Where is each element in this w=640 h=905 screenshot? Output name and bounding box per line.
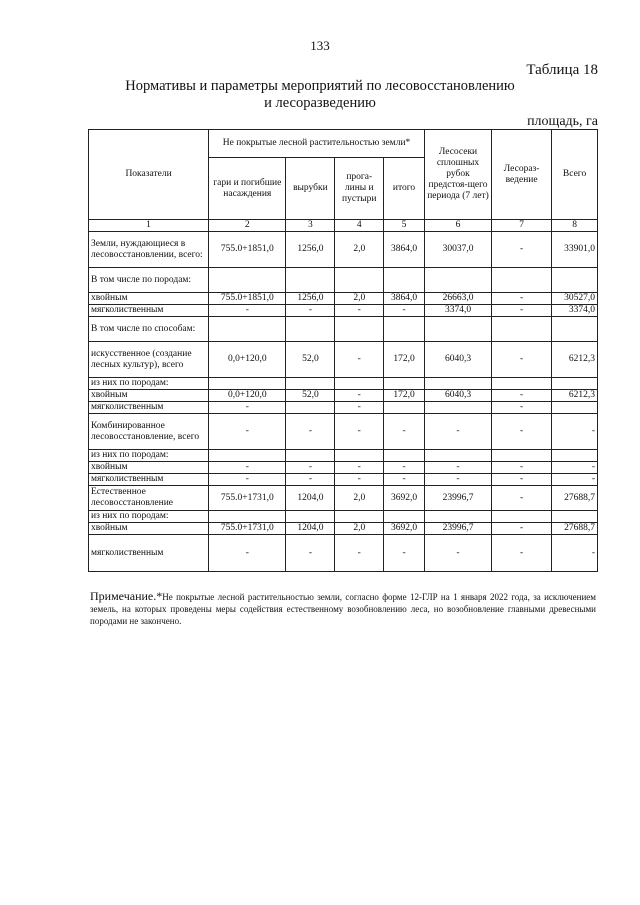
table-row — [89, 402, 598, 414]
column-number: 6 — [424, 220, 491, 232]
cell-cutting-areas — [424, 378, 491, 390]
table-row — [89, 462, 598, 474]
cell-total — [552, 511, 598, 523]
row-label: Комбинированное лесовосстановление, всего — [89, 414, 209, 450]
cell-total — [552, 317, 598, 342]
cell-glades: - — [335, 305, 384, 317]
cell-subtotal: - — [384, 535, 425, 572]
cell-afforestation: - — [492, 305, 552, 317]
row-label: из них по породам: — [89, 450, 209, 462]
cell-subtotal — [384, 317, 425, 342]
column-number: 5 — [384, 220, 425, 232]
cell-clearings: 1256,0 — [286, 293, 335, 305]
cell-clearings: 1256,0 — [286, 232, 335, 268]
cell-afforestation: - — [492, 232, 552, 268]
cell-subtotal — [384, 268, 425, 293]
header-not-covered-lands: Не покрытые лесной растительностью земли* — [209, 130, 425, 158]
cell-subtotal: - — [384, 305, 425, 317]
cell-glades: - — [335, 390, 384, 402]
column-number: 4 — [335, 220, 384, 232]
cell-burnt: 0,0+120,0 — [209, 342, 286, 378]
table-row — [89, 511, 598, 523]
cell-afforestation: - — [492, 402, 552, 414]
cell-cutting-areas: - — [424, 535, 491, 572]
cell-glades: 2,0 — [335, 232, 384, 268]
cell-glades: 2,0 — [335, 486, 384, 511]
cell-total: 6212,3 — [552, 390, 598, 402]
column-number: 3 — [286, 220, 335, 232]
cell-cutting-areas: 30037,0 — [424, 232, 491, 268]
cell-afforestation: - — [492, 486, 552, 511]
cell-total: - — [552, 474, 598, 486]
cell-cutting-areas — [424, 450, 491, 462]
cell-glades: 2,0 — [335, 293, 384, 305]
footnote — [90, 590, 596, 627]
cell-burnt: - — [209, 402, 286, 414]
cell-glades: 2,0 — [335, 523, 384, 535]
cell-burnt — [209, 378, 286, 390]
footnote-heading: Примечание.* — [90, 589, 163, 603]
unit-label: площадь, га — [527, 114, 598, 129]
cell-cutting-areas: 26663,0 — [424, 293, 491, 305]
cell-burnt: 755.0+1731,0 — [209, 486, 286, 511]
header-clearings: вырубки — [286, 158, 335, 220]
cell-total: 6212,3 — [552, 342, 598, 378]
column-number: 7 — [492, 220, 552, 232]
cell-total: 33901,0 — [552, 232, 598, 268]
cell-total: - — [552, 414, 598, 450]
cell-afforestation: - — [492, 523, 552, 535]
cell-total: 27688,7 — [552, 486, 598, 511]
cell-subtotal — [384, 511, 425, 523]
cell-glades — [335, 268, 384, 293]
cell-clearings: - — [286, 414, 335, 450]
cell-glades: - — [335, 402, 384, 414]
cell-subtotal: 172,0 — [384, 390, 425, 402]
cell-total: 3374,0 — [552, 305, 598, 317]
cell-subtotal: - — [384, 474, 425, 486]
cell-cutting-areas: - — [424, 462, 491, 474]
cell-afforestation: - — [492, 390, 552, 402]
cell-burnt — [209, 317, 286, 342]
cell-clearings: 1204,0 — [286, 486, 335, 511]
row-label: В том числе по породам: — [89, 268, 209, 293]
header-subtotal: итого — [384, 158, 425, 220]
table-row — [89, 232, 598, 268]
cell-afforestation — [492, 317, 552, 342]
cell-glades: - — [335, 462, 384, 474]
header-glades: прога-лины и пустыри — [335, 158, 384, 220]
cell-burnt — [209, 268, 286, 293]
page-number: 133 — [310, 38, 330, 53]
header-indicators: Показатели — [89, 130, 209, 220]
cell-clearings: 1204,0 — [286, 523, 335, 535]
cell-clearings — [286, 378, 335, 390]
table-row — [89, 414, 598, 450]
title-line-2: и лесоразведению — [264, 95, 376, 111]
cell-clearings: - — [286, 535, 335, 572]
table-row — [89, 450, 598, 462]
cell-glades: - — [335, 342, 384, 378]
cell-glades — [335, 511, 384, 523]
cell-total: - — [552, 535, 598, 572]
cell-cutting-areas: - — [424, 474, 491, 486]
cell-burnt: - — [209, 462, 286, 474]
cell-subtotal: 3864,0 — [384, 293, 425, 305]
cell-afforestation — [492, 378, 552, 390]
row-label: хвойным — [89, 293, 209, 305]
cell-cutting-areas: 23996,7 — [424, 523, 491, 535]
column-number: 1 — [89, 220, 209, 232]
cell-clearings: 52,0 — [286, 390, 335, 402]
cell-cutting-areas: 3374,0 — [424, 305, 491, 317]
cell-clearings — [286, 317, 335, 342]
cell-burnt: - — [209, 535, 286, 572]
title-line-1: Нормативы и параметры мероприятий по лесовосстановлению — [125, 78, 515, 94]
cell-clearings: - — [286, 474, 335, 486]
cell-subtotal: 3864,0 — [384, 232, 425, 268]
cell-afforestation: - — [492, 474, 552, 486]
row-label: Земли, нуждающиеся в лесовосстановлении, всего: — [89, 232, 209, 268]
cell-glades — [335, 378, 384, 390]
row-label: искусственное (создание лесных культур), всего — [89, 342, 209, 378]
cell-total — [552, 268, 598, 293]
cell-afforestation: - — [492, 462, 552, 474]
column-number-row — [89, 220, 598, 232]
cell-glades — [335, 317, 384, 342]
cell-cutting-areas — [424, 402, 491, 414]
norms-table — [88, 129, 598, 572]
cell-afforestation — [492, 511, 552, 523]
table-row — [89, 474, 598, 486]
row-label: хвойным — [89, 462, 209, 474]
header-afforestation: Лесораз-ведение — [492, 130, 552, 220]
cell-glades: - — [335, 535, 384, 572]
cell-total — [552, 378, 598, 390]
row-label: хвойным — [89, 523, 209, 535]
cell-total — [552, 402, 598, 414]
cell-afforestation — [492, 268, 552, 293]
cell-burnt — [209, 450, 286, 462]
cell-clearings — [286, 450, 335, 462]
cell-cutting-areas — [424, 511, 491, 523]
table-row — [89, 390, 598, 402]
row-label: мягколиственным — [89, 535, 209, 572]
cell-clearings: - — [286, 305, 335, 317]
table-row — [89, 268, 598, 293]
cell-burnt: - — [209, 414, 286, 450]
table-label: Таблица 18 — [526, 62, 598, 78]
cell-subtotal: 172,0 — [384, 342, 425, 378]
cell-subtotal — [384, 450, 425, 462]
cell-glades — [335, 450, 384, 462]
cell-afforestation — [492, 450, 552, 462]
cell-subtotal — [384, 378, 425, 390]
table-row — [89, 317, 598, 342]
cell-subtotal: 3692,0 — [384, 486, 425, 511]
row-label: из них по породам: — [89, 511, 209, 523]
cell-total — [552, 450, 598, 462]
table-row — [89, 523, 598, 535]
row-label: мягколиственным — [89, 305, 209, 317]
cell-afforestation: - — [492, 293, 552, 305]
cell-afforestation: - — [492, 535, 552, 572]
cell-afforestation: - — [492, 414, 552, 450]
cell-glades: - — [335, 414, 384, 450]
cell-cutting-areas: 6040,3 — [424, 342, 491, 378]
cell-burnt: 755.0+1851,0 — [209, 293, 286, 305]
cell-burnt: 755.0+1851,0 — [209, 232, 286, 268]
cell-total: 30527,0 — [552, 293, 598, 305]
cell-cutting-areas — [424, 317, 491, 342]
cell-cutting-areas: - — [424, 414, 491, 450]
cell-subtotal: 3692,0 — [384, 523, 425, 535]
header-burnt-stands: гари и погибшие насаждения — [209, 158, 286, 220]
cell-subtotal: - — [384, 414, 425, 450]
cell-total: - — [552, 462, 598, 474]
row-label: мягколиственным — [89, 402, 209, 414]
cell-cutting-areas — [424, 268, 491, 293]
cell-clearings — [286, 402, 335, 414]
row-label: хвойным — [89, 390, 209, 402]
cell-burnt: - — [209, 474, 286, 486]
column-number: 8 — [552, 220, 598, 232]
column-number: 2 — [209, 220, 286, 232]
cell-clearings — [286, 268, 335, 293]
cell-subtotal — [384, 402, 425, 414]
cell-clearings: 52,0 — [286, 342, 335, 378]
footnote-text: Не покрытые лесной растительностью земли, согласно форме 12-ГЛР на 1 января 2022 года, за исключением земель, на которых проведены меры содействия естественному возобновлению леса, но возобновление главными древесными породами не закончено. — [90, 592, 596, 626]
table-row — [89, 293, 598, 305]
cell-cutting-areas: 23996,7 — [424, 486, 491, 511]
table-row — [89, 535, 598, 572]
table-row — [89, 305, 598, 317]
cell-glades: - — [335, 474, 384, 486]
cell-burnt — [209, 511, 286, 523]
cell-burnt: 755.0+1731,0 — [209, 523, 286, 535]
document-title — [90, 78, 550, 112]
table-row — [89, 378, 598, 390]
cell-burnt: 0,0+120,0 — [209, 390, 286, 402]
cell-clearings — [286, 511, 335, 523]
row-label: Естественное лесовосстановление — [89, 486, 209, 511]
table-row — [89, 342, 598, 378]
row-label: В том числе по способам: — [89, 317, 209, 342]
cell-total: 27688,7 — [552, 523, 598, 535]
row-label: мягколиственным — [89, 474, 209, 486]
cell-afforestation: - — [492, 342, 552, 378]
cell-clearings: - — [286, 462, 335, 474]
cell-cutting-areas: 6040,3 — [424, 390, 491, 402]
cell-subtotal: - — [384, 462, 425, 474]
cell-burnt: - — [209, 305, 286, 317]
header-total: Всего — [552, 130, 598, 220]
table-row — [89, 486, 598, 511]
row-label: из них по породам: — [89, 378, 209, 390]
header-cutting-areas: Лесосеки сплошных рубок предстоя-щего периода (7 лет) — [424, 130, 491, 220]
